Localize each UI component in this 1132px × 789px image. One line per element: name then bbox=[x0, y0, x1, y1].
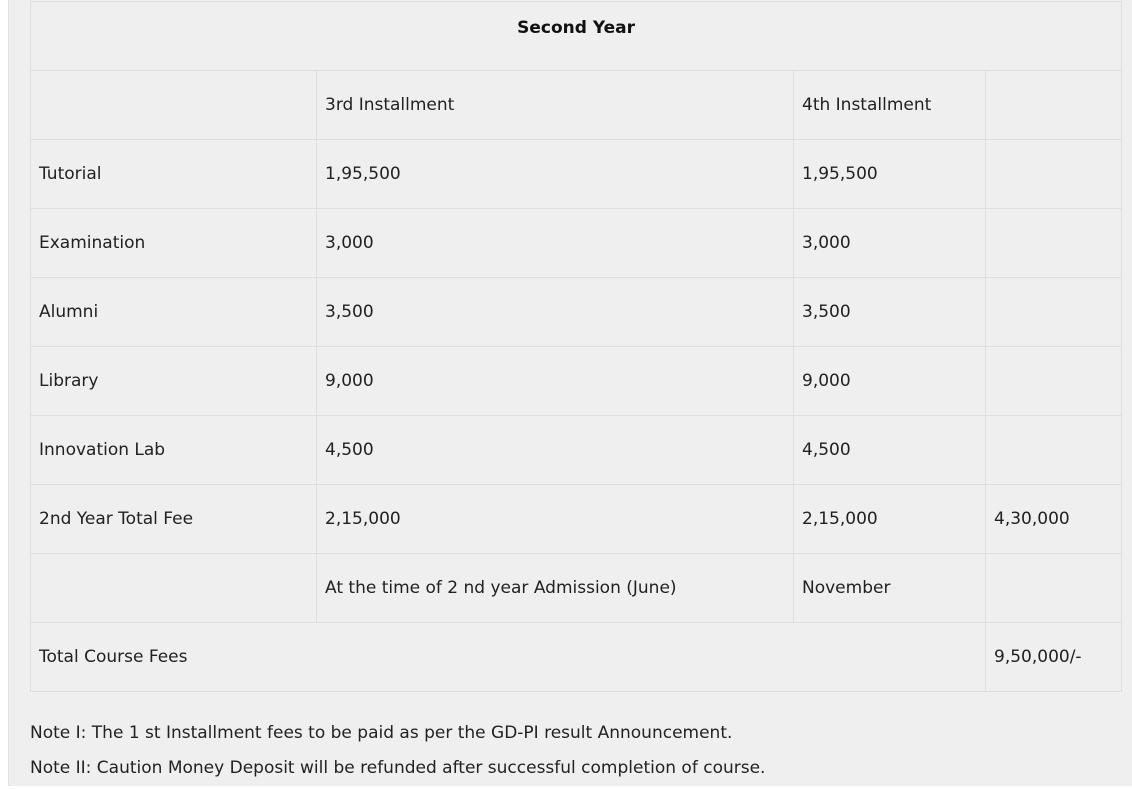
table-row bbox=[31, 554, 1122, 623]
cell-3rd-installment: 1,95,500 bbox=[317, 140, 794, 209]
cell-4th-installment: 3,500 bbox=[794, 278, 986, 347]
content-panel bbox=[8, 0, 1132, 786]
cell-total bbox=[986, 347, 1122, 416]
table-title-row bbox=[31, 2, 1122, 71]
cell-3rd-installment: At the time of 2 nd year Admission (June) bbox=[317, 554, 794, 623]
cell-4th-installment: 3,000 bbox=[794, 209, 986, 278]
row-label: Examination bbox=[31, 209, 317, 278]
table-row bbox=[31, 209, 1122, 278]
cell-total bbox=[986, 416, 1122, 485]
table-row bbox=[31, 140, 1122, 209]
table-row bbox=[31, 347, 1122, 416]
cell-total: 4,30,000 bbox=[986, 485, 1122, 554]
header-cell-3rd-installment: 3rd Installment bbox=[317, 71, 794, 140]
row-label: Alumni bbox=[31, 278, 317, 347]
cell-4th-installment: 2,15,000 bbox=[794, 485, 986, 554]
row-label: Tutorial bbox=[31, 140, 317, 209]
cell-total bbox=[986, 209, 1122, 278]
table-header-row bbox=[31, 71, 1122, 140]
table-row bbox=[31, 416, 1122, 485]
row-label: Library bbox=[31, 347, 317, 416]
cell-4th-installment: 4,500 bbox=[794, 416, 986, 485]
table-title: Second Year bbox=[31, 2, 1122, 71]
course-total-value: 9,50,000/- bbox=[986, 623, 1122, 692]
cell-total bbox=[986, 278, 1122, 347]
row-label bbox=[31, 554, 317, 623]
header-cell-total bbox=[986, 71, 1122, 140]
cell-3rd-installment: 3,500 bbox=[317, 278, 794, 347]
cell-3rd-installment: 4,500 bbox=[317, 416, 794, 485]
cell-4th-installment: 1,95,500 bbox=[794, 140, 986, 209]
table-row bbox=[31, 485, 1122, 554]
course-total-label: Total Course Fees bbox=[31, 623, 986, 692]
fee-table bbox=[30, 1, 1122, 692]
cell-3rd-installment: 9,000 bbox=[317, 347, 794, 416]
cell-total bbox=[986, 554, 1122, 623]
row-label: Innovation Lab bbox=[31, 416, 317, 485]
course-total-row bbox=[31, 623, 1122, 692]
header-cell-label bbox=[31, 71, 317, 140]
note-1: Note I: The 1 st Installment fees to be paid as per the GD-PI result Announcement. bbox=[30, 723, 733, 743]
cell-3rd-installment: 2,15,000 bbox=[317, 485, 794, 554]
cell-total bbox=[986, 140, 1122, 209]
cell-3rd-installment: 3,000 bbox=[317, 209, 794, 278]
table-row bbox=[31, 278, 1122, 347]
cell-4th-installment: November bbox=[794, 554, 986, 623]
row-label: 2nd Year Total Fee bbox=[31, 485, 317, 554]
notes bbox=[30, 719, 765, 789]
header-cell-4th-installment: 4th Installment bbox=[794, 71, 986, 140]
note-2: Note II: Caution Money Deposit will be refunded after successful completion of course. bbox=[30, 758, 766, 778]
cell-4th-installment: 9,000 bbox=[794, 347, 986, 416]
